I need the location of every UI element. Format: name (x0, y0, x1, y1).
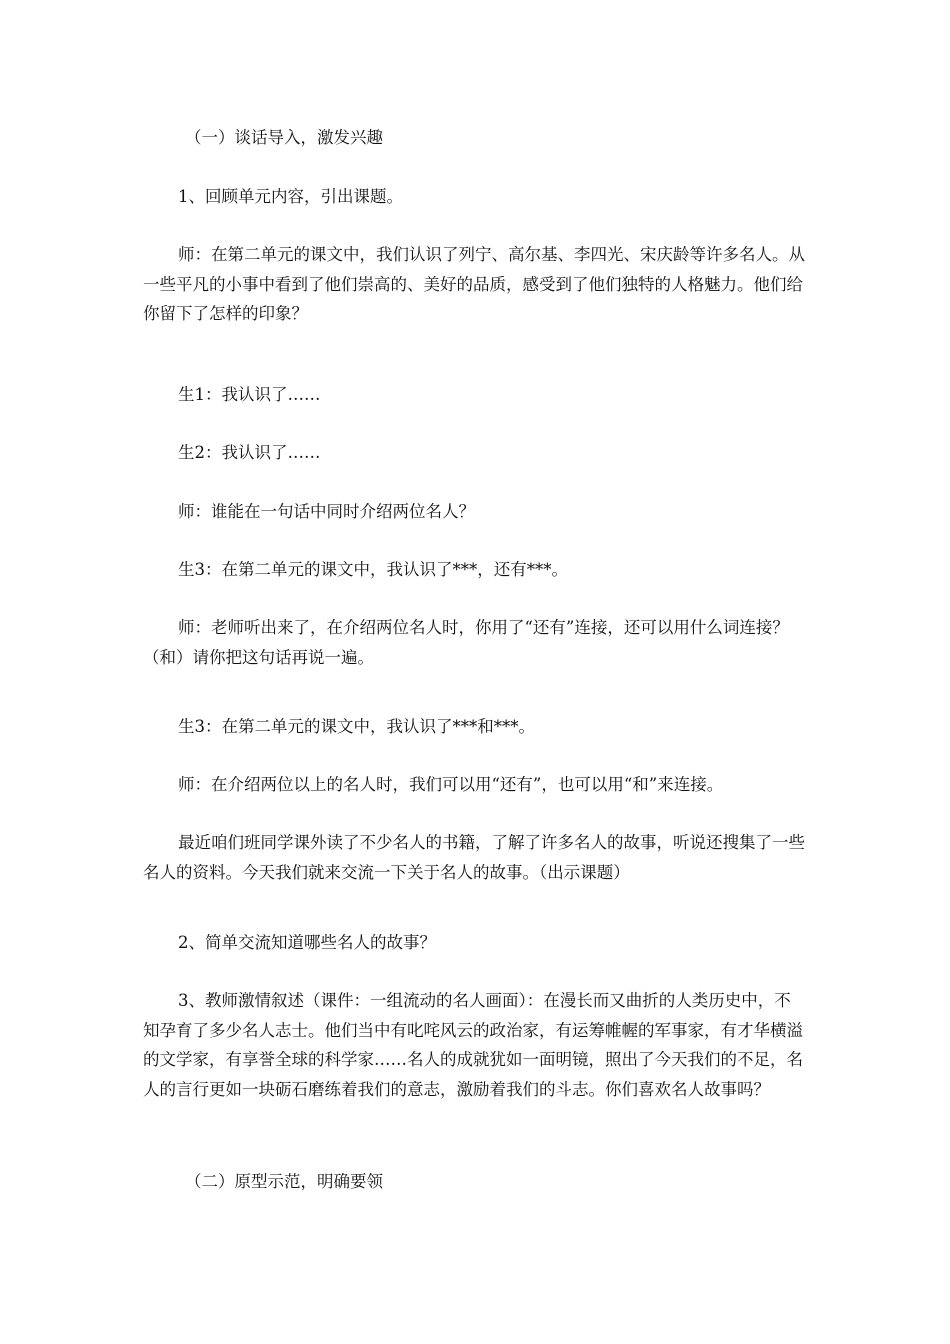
paragraph: 生2：我认识了…… (178, 443, 321, 462)
paragraph: 师：在介绍两位以上的名人时，我们可以用“还有”，也可以用“和”来连接。 (178, 775, 724, 794)
section-heading-1: （一）谈话导入，激发兴趣 (185, 128, 383, 147)
paragraph: 师：老师听出来了，在介绍两位名人时，你用了“还有”连接，还可以用什么词连接？（和）请你把这句话再说一遍。 (143, 618, 789, 667)
paragraph: 3、教师激情叙述（课件：一组流动的名人画面）：在漫长而又曲折的人类历史中，不知孕育了多少名人志士。他们当中有叱咤风云的政治家，有运筹帷幄的军事家，有才华横溢的文学家，有享誉全球的科学家……名人的成就犹如一面明镜，照出了今天我们的不足，名人的言行更如一块砺石磨练着我们的意志，激励着我们的斗志。你们喜欢名人故事吗？ (143, 991, 803, 1099)
paragraph: 生3：在第二单元的课文中，我认识了***和***。 (178, 717, 535, 736)
paragraph: 师：在第二单元的课文中，我们认识了列宁、高尔基、李四光、宋庆龄等许多名人。从一些平凡的小事中看到了他们崇高的、美好的品质，感受到了他们独特的人格魅力。他们给你留下了怎样的印象？ (143, 245, 805, 323)
paragraph: 生1：我认识了…… (178, 385, 321, 404)
paragraph: 生3：在第二单元的课文中，我认识了***，还有***。 (178, 560, 568, 579)
paragraph: 1、回顾单元内容，引出课题。 (178, 187, 403, 206)
paragraph: 师：谁能在一句话中同时介绍两位名人？ (178, 502, 475, 521)
paragraph: 2、简单交流知道哪些名人的故事？ (178, 933, 436, 952)
paragraph: 最近咱们班同学课外读了不少名人的书籍，了解了许多名人的故事，听说还搜集了一些名人的资料。今天我们就来交流一下关于名人的故事。（出示课题） (143, 833, 805, 882)
section-heading-2: （二）原型示范，明确要领 (185, 1172, 383, 1191)
